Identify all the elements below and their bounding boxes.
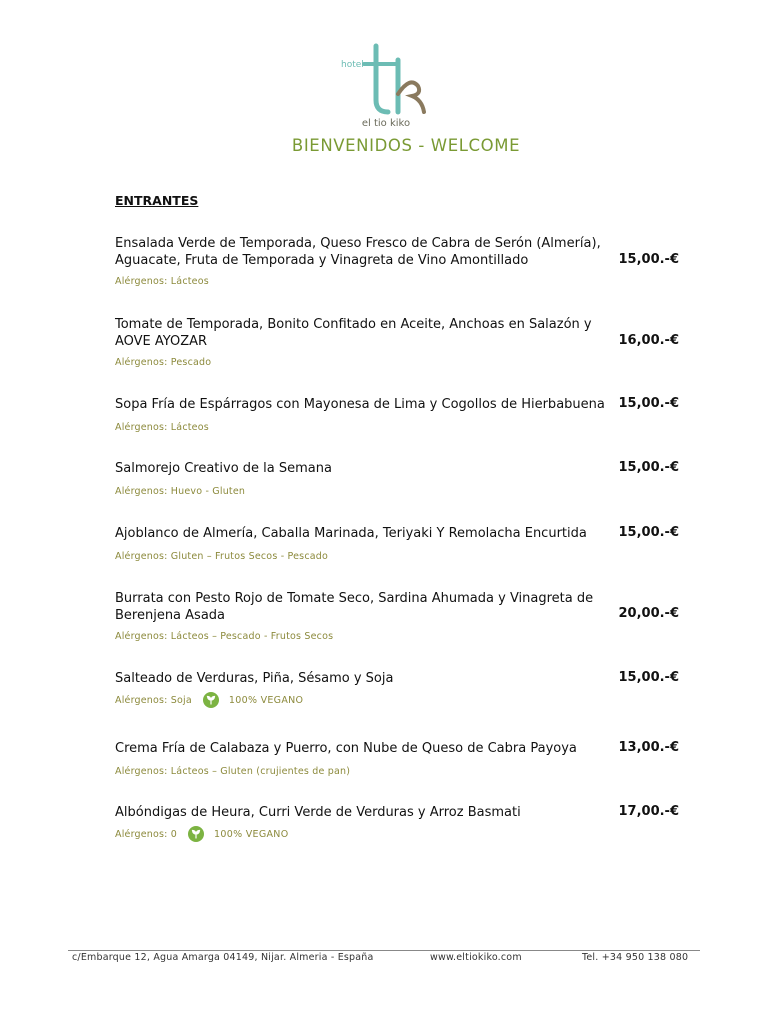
menu-item — [115, 316, 685, 368]
dish-price: 15,00.-€ — [618, 525, 679, 540]
logo-bottom-text: el tio kiko — [361, 118, 411, 129]
dish-price: 13,00.-€ — [618, 740, 679, 755]
allergen-row — [115, 692, 303, 708]
section-title: ENTRANTES — [115, 193, 199, 208]
allergen-text: Alérgenos: Gluten – Frutos Secos - Pescado — [115, 551, 329, 562]
allergen-row — [115, 486, 245, 497]
dish-price: 15,00.-€ — [618, 396, 679, 411]
allergen-row — [115, 422, 209, 433]
dish-price: 15,00.-€ — [618, 670, 679, 685]
allergen-row — [115, 826, 288, 842]
allergen-text: Alérgenos: 0 — [115, 828, 178, 840]
menu-item — [115, 525, 685, 562]
allergen-row — [115, 276, 209, 287]
dish-name: Ensalada Verde de Temporada, Queso Fresco de Cabra de Serón (Almería), Aguacate, Fruta de Temporada y Vinagreta de Vino Amontillado — [115, 236, 601, 268]
allergen-row — [115, 631, 333, 642]
logo-small-text: hotel — [341, 60, 364, 70]
allergen-row — [115, 766, 350, 777]
dish-name: Sopa Fría de Espárragos con Mayonesa de Lima y Cogollos de Hierbabuena — [115, 397, 605, 412]
dish-name: Salmorejo Creativo de la Semana — [115, 461, 332, 476]
allergen-row — [115, 357, 211, 368]
menu-item — [115, 396, 685, 433]
allergen-row — [115, 551, 328, 562]
menu-item — [115, 235, 685, 287]
menu-item — [115, 804, 685, 840]
allergen-text: Alérgenos: Pescado — [115, 357, 212, 368]
dish-price: 17,00.-€ — [618, 804, 679, 819]
menu-item — [115, 670, 685, 706]
footer-divider — [68, 950, 700, 951]
allergen-text: Alérgenos: Soja — [115, 694, 192, 706]
allergen-text: Alérgenos: Lácteos – Gluten (crujientes de pan) — [115, 766, 351, 777]
dish-name: Tomate de Temporada, Bonito Confitado en Aceite, Anchoas en Salazón y AOVE AYOZAR — [115, 317, 592, 349]
dish-name: Burrata con Pesto Rojo de Tomate Seco, Sardina Ahumada y Vinagreta de Berenjena Asada — [115, 591, 594, 623]
leaf-icon — [188, 826, 204, 842]
welcome-title: BIENVENIDOS - WELCOME — [291, 136, 521, 155]
menu-item — [115, 460, 685, 497]
vegan-label: 100% VEGANO — [214, 828, 289, 840]
footer-phone: Tel. +34 950 138 080 — [582, 952, 689, 963]
dish-name: Salteado de Verduras, Piña, Sésamo y Soja — [115, 671, 394, 686]
footer-address: c/Embarque 12, Agua Amarga 04149, Nijar. Almeria - España — [72, 952, 374, 963]
allergen-text: Alérgenos: Lácteos — [115, 276, 209, 287]
dish-name: Crema Fría de Calabaza y Puerro, con Nube de Queso de Cabra Payoya — [115, 741, 577, 756]
vegan-label: 100% VEGANO — [228, 694, 304, 706]
dish-price: 15,00.-€ — [618, 460, 679, 475]
leaf-icon — [203, 692, 219, 708]
dish-name: Ajoblanco de Almería, Caballa Marinada, Teriyaki Y Remolacha Encurtida — [115, 526, 587, 541]
dish-price: 20,00.-€ — [618, 606, 679, 621]
hotel-logo — [338, 42, 434, 130]
dish-name: Albóndigas de Heura, Curri Verde de Verduras y Arroz Basmati — [115, 805, 521, 820]
allergen-text: Alérgenos: Lácteos — [115, 422, 209, 433]
dish-price: 15,00.-€ — [618, 252, 679, 267]
menu-item — [115, 740, 685, 777]
dish-price: 16,00.-€ — [618, 333, 679, 348]
allergen-text: Alérgenos: Lácteos – Pescado - Frutos Secos — [115, 631, 334, 642]
allergen-text: Alérgenos: Huevo - Gluten — [115, 486, 246, 497]
footer-website[interactable]: www.eltiokiko.com — [430, 952, 522, 963]
menu-item — [115, 590, 685, 642]
